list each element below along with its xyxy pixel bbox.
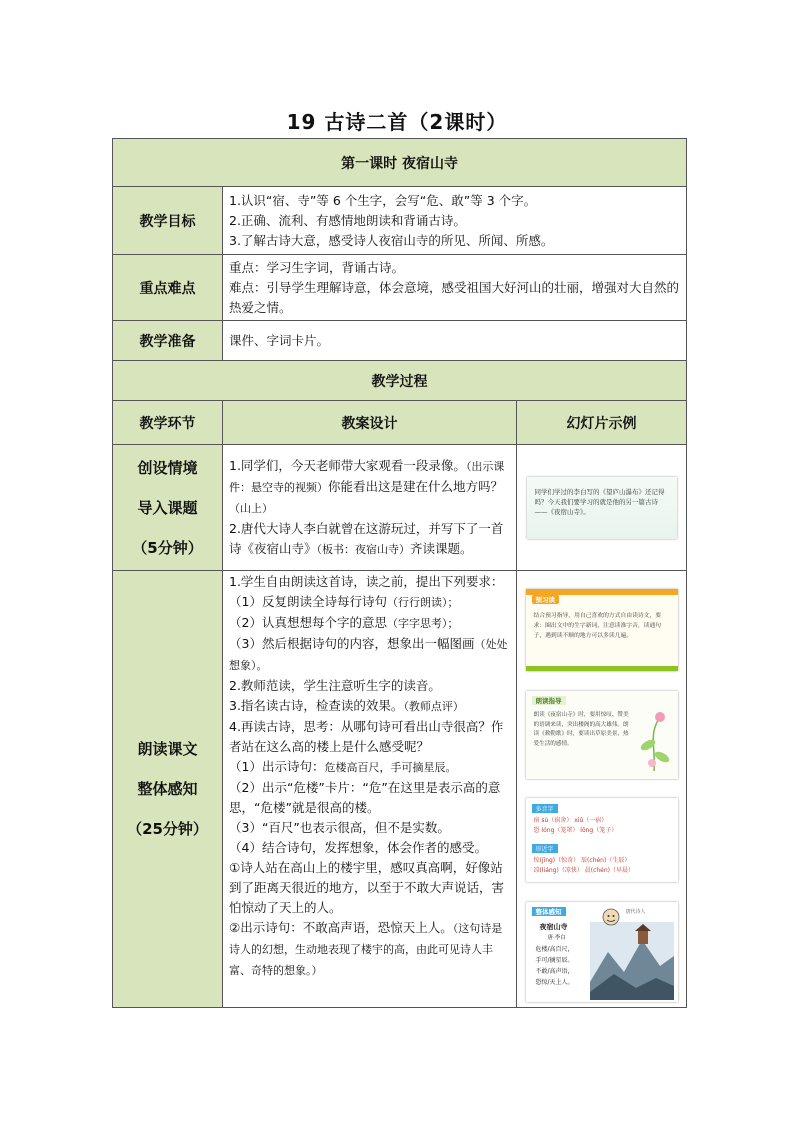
poem-line: 手可/摘星辰。 [535, 957, 574, 964]
stage2-note: （处处想象）。 [229, 638, 508, 672]
stage2-text: （4）结合诗句，发挥想象，体会作者的感受。 [229, 840, 487, 855]
stage1-name-line1: 创设情境 [137, 458, 198, 477]
stage2-line [229, 858, 512, 918]
stage2-name-line1: 朗读课文 [137, 740, 198, 758]
slide-text: 结合预习指导，用自己喜欢的方式自由读诗文，要求：圈出文中的生字新词，注意读准字音，读通句子，遇到读不顺的地方可以多读几遍。 [533, 613, 662, 639]
slide-tag: 朗读指导 [532, 696, 566, 705]
key-points-row [113, 255, 687, 321]
prep-row [113, 321, 687, 361]
stage2-line [229, 613, 512, 634]
stage2-note: （字字思考）； [386, 617, 459, 630]
poem-line: 不敢/高声语， [535, 968, 574, 975]
stage1-text: 1.同学们，今天老师带大家观看一段录像。 [229, 457, 466, 473]
stage2-text: （1）反复朗读全诗每行诗句 [229, 594, 387, 609]
stage2-line [229, 717, 512, 757]
stage1-time: （5分钟） [132, 538, 203, 557]
poem-text [536, 944, 574, 988]
prep-label: 教学准备 [113, 321, 223, 361]
poem-author: 唐·李白 [547, 935, 566, 941]
key-points-content [223, 255, 687, 321]
stage2-text: ②出示诗句：不敢高声语，恐惊天上人。 [229, 920, 453, 935]
stage1-design [223, 445, 517, 571]
stage2-line [229, 572, 512, 592]
slide-tag: 多音字 [532, 804, 558, 813]
stage2-text: （2）认真想想每个字的意思 [229, 615, 387, 630]
poem-line: 危楼/高百尺， [535, 946, 574, 953]
poem-line: 恐惊/天上人。 [535, 979, 574, 986]
stage1-paragraph-2 [229, 519, 512, 560]
stage2-design [223, 571, 517, 1008]
goal-line: 2.正确、流利、有感情地朗读和背诵古诗。 [229, 212, 466, 228]
stage1-paragraph-1 [229, 456, 512, 519]
stage2-text: ①诗人站在高山上的楼宇里，感叹真高啊，好像站到了距离天很近的地方，以至于不敢大声说话，害怕惊动了天上的人。 [229, 860, 505, 915]
stage2-time: （25分钟） [127, 820, 208, 838]
slide-thumbnail [526, 902, 678, 1002]
poem-title: 夜宿山寺 [539, 923, 568, 931]
stage2-text: 3.指名读古诗，检查读的效果。 [229, 698, 404, 713]
process-title-row [113, 361, 687, 401]
slide-thumbnail [526, 691, 678, 779]
goals-row [113, 187, 687, 255]
stage2-line [229, 838, 512, 858]
slide-text: 惊(jīng)（惊奇） 辰(chén)（生辰） [533, 857, 631, 864]
key-point-line: 重点：学习生字词，背诵古诗。 [229, 259, 405, 275]
slide-text: 同学们学过的李白写的《望庐山瀑布》还记得吗？今天我们要学习的就是他的另一篇古诗——《夜宿山寺》。 [534, 487, 665, 516]
stage2-text: 4.再读古诗，思考：从哪句诗可看出山寺很高？作者站在这么高的楼上是什么感受呢？ [229, 719, 504, 754]
poet-label: 唐代诗人 [625, 909, 646, 915]
key-point-line: 难点：引导学生理解诗意，体会意境，感受祖国大好河山的壮丽，增强对大自然的热爱之情。 [229, 279, 680, 315]
stage2-line [229, 634, 512, 676]
column-header-row [113, 401, 687, 445]
stage2-note: （这句诗是诗人的幻想，生动地表现了楼宇的高，由此可见诗人丰富、奇特的想象。） [229, 922, 503, 977]
header-stage: 教学环节 [113, 401, 223, 445]
goals-content [223, 187, 687, 255]
stage1-text: 2.唐代大诗人李白就曾在这游玩过，并写下了一首诗《夜宿山寺》 [229, 520, 504, 556]
stage1-text: 齐读课题。 [410, 540, 473, 556]
document-title: 19 古诗二首（2课时） [286, 110, 508, 134]
lesson-title-row [113, 139, 687, 187]
stage2-line [229, 696, 512, 717]
stage2-note: （教师点评） [403, 700, 464, 713]
slide-tag: 预习读 [532, 595, 560, 604]
slide-tag: 整体感知 [532, 907, 566, 916]
stage2-line [229, 778, 512, 818]
prep-content: 课件、字词卡片。 [223, 321, 687, 361]
header-slides: 幻灯片示例 [517, 401, 687, 445]
stage2-text: 2.教师范读，学生注意听生字的读音。 [229, 678, 441, 693]
stage1-note: （出示课件：悬空寺的视频） [229, 459, 505, 494]
stage1-text: 你能看出这是建在什么地方吗？ [328, 478, 504, 494]
flower-icon [634, 707, 674, 773]
slide-text: 宿 sù（宿舍） xiǔ（一宿） [533, 817, 608, 824]
stage1-name-line2: 导入课题 [137, 498, 198, 517]
stage2-row [113, 571, 687, 1008]
slide-footer [526, 666, 678, 671]
slide-text: 朗读《夜宿山寺》时，要用惊叹、赞美的语调来读，突出楼阁的高大雄伟。朗读《敕勒歌》时，要读出草原美景，热爱生活的感情。 [533, 712, 629, 747]
slide-thumbnail [527, 477, 677, 539]
stage1-slides [517, 445, 687, 571]
slide-text: 凉(liáng)（凉快） 晨(chén)（早晨） [533, 867, 635, 874]
stage2-line [229, 676, 512, 696]
stage2-name [113, 571, 223, 1008]
lesson-title: 第一课时 夜宿山寺 [113, 139, 687, 187]
stage2-line [229, 592, 512, 613]
stage2-line [229, 918, 512, 981]
slide-thumbnail [526, 798, 678, 882]
stage1-row [113, 445, 687, 571]
stage2-text: 1.学生自由朗读这首诗，读之前，提出下列要求： [229, 574, 504, 589]
stage2-name-line2: 整体感知 [137, 780, 198, 798]
stage1-note: （板书：夜宿山寺） [316, 542, 411, 556]
goal-line: 1.认识“宿、寺”等 6 个生字，会写“危、敢”等 3 个字。 [229, 192, 537, 208]
goals-label: 教学目标 [113, 187, 223, 255]
stage1-name [113, 445, 223, 571]
header-design: 教案设计 [223, 401, 517, 445]
stage2-text: （1）出示诗句： [229, 759, 325, 774]
slide-thumbnail [526, 589, 678, 671]
stage2-text: （3）“百尺”也表示很高，但不是实数。 [229, 820, 450, 835]
poet-avatar-icon [602, 908, 620, 926]
slide-text: 恐 lóng（笼罩） lǒng（笼子） [533, 827, 618, 834]
lesson-plan-table [112, 138, 687, 1008]
key-points-label: 重点难点 [113, 255, 223, 321]
stage1-note: （山上） [229, 501, 273, 515]
stage2-line [229, 757, 512, 778]
slide-tag: 形近字 [532, 844, 558, 853]
stage2-note: （行行朗读）； [386, 596, 459, 609]
stage2-line [229, 818, 512, 838]
process-title: 教学过程 [113, 361, 687, 401]
stage2-text: （3）然后根据诗句的内容，想象出一幅图画 [229, 636, 475, 651]
stage2-note: 危楼高百尺，手可摘星辰。 [324, 761, 457, 774]
goal-line: 3.了解古诗大意，感受诗人夜宿山寺的所见、所闻、所感。 [229, 232, 554, 248]
mountain-temple-icon [590, 922, 674, 1000]
stage2-text: （2）出示“危楼”卡片：“危”在这里是表示高的意思，“危楼”就是很高的楼。 [229, 780, 501, 815]
stage2-slides [517, 571, 687, 1008]
